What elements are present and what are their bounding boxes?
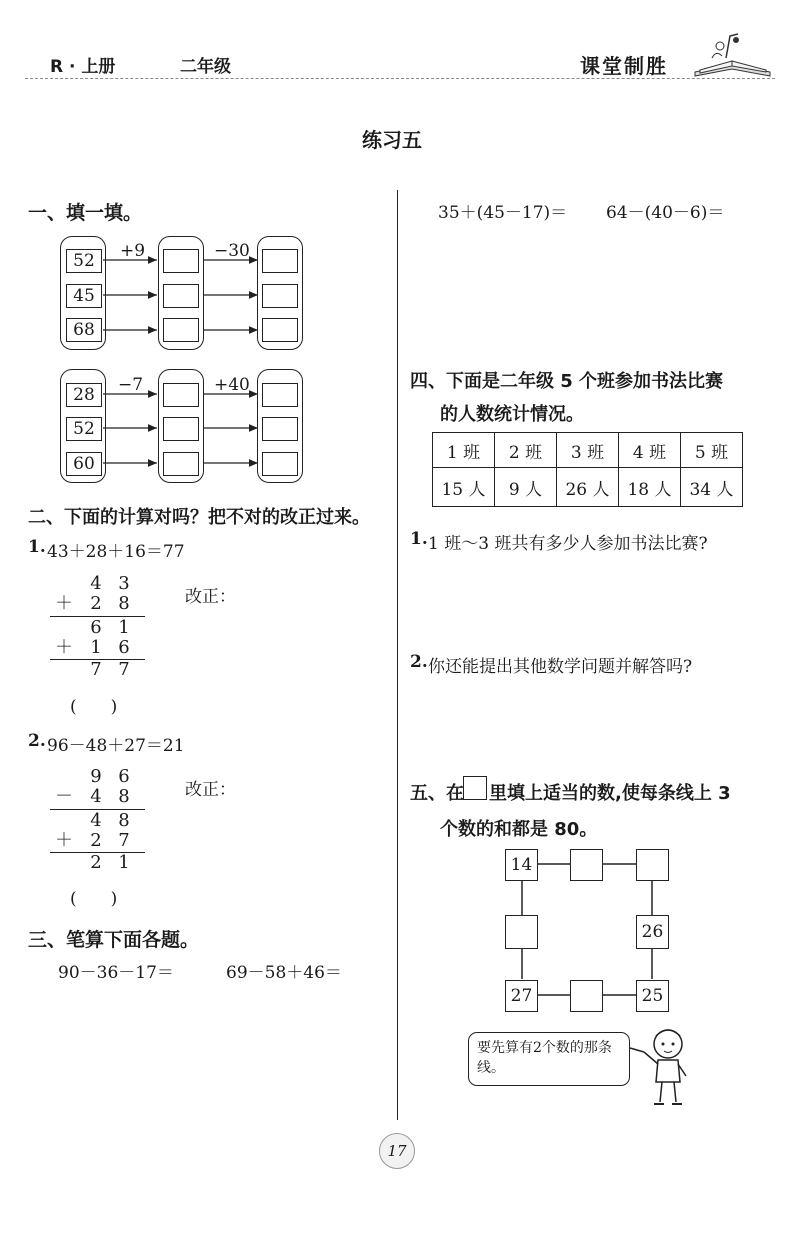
calc-row: [50, 854, 150, 872]
q1-correct-label: 改正：: [185, 587, 236, 607]
table-cell: 15 人: [433, 468, 495, 507]
calc-digit: 6: [118, 766, 130, 787]
diagram2-blank-end-2[interactable]: [262, 417, 298, 441]
problem-4: 64－(40－6)＝: [606, 203, 725, 223]
square-top-left: 14: [505, 849, 538, 881]
section1-heading: 一、填一填。: [28, 202, 143, 224]
calc-digit: 7: [118, 659, 130, 680]
diagram1-blank-end-1[interactable]: [262, 249, 298, 273]
diagram1-input-1: 52: [66, 249, 102, 273]
book-logo-icon: [690, 28, 775, 80]
calc-digit: 7: [90, 659, 102, 680]
diagram2-blank-end-3[interactable]: [262, 452, 298, 476]
calc-digit: 6: [90, 617, 102, 638]
section4-heading-line1: 四、下面是二年级 5 个班参加书法比赛: [410, 371, 724, 392]
page-title: 练习五: [362, 128, 422, 152]
section4-heading-line2: 的人数统计情况。: [440, 404, 584, 425]
diagram1-op2: −30: [214, 241, 250, 261]
square-top-mid[interactable]: [570, 849, 603, 881]
calc-op: ＋: [55, 593, 73, 614]
diagram2-blank-mid-3[interactable]: [163, 452, 199, 476]
table-cell: 4 班: [619, 433, 681, 468]
calc-digit: 7: [118, 830, 130, 851]
diagram1-blank-mid-2[interactable]: [163, 284, 199, 308]
calc-digit: 1: [118, 852, 130, 873]
section5-heading-pre: 五、在: [410, 783, 464, 804]
q2-answer-paren[interactable]: ( ): [70, 889, 118, 909]
problem-1: 90－36－17＝: [58, 963, 174, 983]
s4-q2-text: 你还能提出其他数学问题并解答吗?: [428, 657, 693, 677]
section2-heading: 二、下面的计算对吗？把不对的改正过来。: [28, 507, 370, 528]
calc-digit: 4: [90, 573, 102, 594]
calc-row: [50, 575, 150, 593]
calc-digit: 9: [90, 766, 102, 787]
header-book: R · 上册: [50, 57, 116, 77]
page-number: 17: [387, 1142, 407, 1160]
calc-digit: 3: [118, 573, 130, 594]
calc-digit: 2: [90, 852, 102, 873]
square-bot-right: 25: [636, 980, 669, 1012]
diagram1-blank-mid-1[interactable]: [163, 249, 199, 273]
diagram1-op1: +9: [120, 241, 146, 261]
diagram2-op1: −7: [118, 375, 144, 395]
square-mid-right: 26: [636, 915, 669, 949]
square-mid-left[interactable]: [505, 915, 538, 949]
q2-vertical-calc: [50, 766, 150, 873]
diagram2-blank-end-1[interactable]: [262, 383, 298, 407]
table-row: [433, 468, 743, 507]
table-cell: 9 人: [495, 468, 557, 507]
table-cell: 26 人: [557, 468, 619, 507]
calc-row: [50, 639, 150, 657]
calc-op: ＋: [55, 830, 73, 851]
diagram2-input-2: 52: [66, 417, 102, 441]
calc-digit: 2: [90, 830, 102, 851]
section3-heading: 三、笔算下面各题。: [28, 929, 200, 951]
calc-row: [50, 812, 150, 830]
table-cell: 5 班: [681, 433, 743, 468]
section5-heading-line2: 个数的和都是 80。: [440, 819, 598, 840]
calc-row: [50, 832, 150, 850]
table-cell: 18 人: [619, 468, 681, 507]
page-number-badge: [379, 1133, 415, 1169]
diagram1-blank-mid-3[interactable]: [163, 318, 199, 342]
s4-q1-text: 1 班～3 班共有多少人参加书法比赛?: [428, 534, 708, 554]
diagram2-op2: +40: [214, 375, 250, 395]
stat-table: [432, 432, 743, 507]
calc-row: [50, 788, 150, 806]
calc-row: [50, 595, 150, 613]
diagram2-input-3: 60: [66, 452, 102, 476]
q1-number: 1.: [28, 537, 46, 557]
diagram2-input-1: 28: [66, 383, 102, 407]
q1-answer-paren[interactable]: ( ): [70, 697, 118, 717]
diagram1-blank-end-3[interactable]: [262, 318, 298, 342]
square-bot-left: 27: [505, 980, 538, 1012]
table-cell: 34 人: [681, 468, 743, 507]
q2-correct-label: 改正：: [185, 780, 236, 800]
calc-digit: 4: [90, 786, 102, 807]
diagram2-blank-mid-2[interactable]: [163, 417, 199, 441]
calc-digit: 6: [118, 637, 130, 658]
calc-row: [50, 661, 150, 679]
calc-digit: 1: [118, 617, 130, 638]
calc-digit: 8: [118, 593, 130, 614]
calc-digit: 8: [118, 786, 130, 807]
table-row: [433, 433, 743, 468]
blank-square-icon: [463, 776, 487, 800]
square-top-right[interactable]: [636, 849, 669, 881]
table-cell: 1 班: [433, 433, 495, 468]
diagram1-input-3: 68: [66, 318, 102, 342]
header-divider: [25, 78, 775, 79]
section5-heading-post: 里填上适当的数,使每条线上 3: [489, 783, 731, 804]
problem-2: 69－58＋46＝: [226, 963, 342, 983]
q1-vertical-calc: [50, 573, 150, 680]
calc-digit: 2: [90, 593, 102, 614]
calc-digit: 1: [90, 637, 102, 658]
calc-digit: 4: [90, 810, 102, 831]
table-cell: 2 班: [495, 433, 557, 468]
diagram1-blank-end-2[interactable]: [262, 284, 298, 308]
calc-op: －: [55, 786, 73, 807]
calc-row: [50, 619, 150, 637]
header-grade: 二年级: [180, 57, 231, 77]
square-bot-mid[interactable]: [570, 980, 603, 1012]
column-divider: [397, 190, 398, 1120]
diagram2-blank-mid-1[interactable]: [163, 383, 199, 407]
q1-expression: 43＋28＋16＝77: [47, 542, 185, 562]
hint-bubble: [468, 1032, 630, 1086]
header-brand: 课堂制胜: [580, 54, 668, 78]
problem-3: 35＋(45－17)＝: [438, 203, 568, 223]
calc-op: ＋: [55, 637, 73, 658]
page-header: [0, 0, 800, 90]
hint-text: 要先算有2个数的那条线。: [477, 1040, 612, 1076]
q2-number: 2.: [28, 731, 46, 751]
calc-row: [50, 768, 150, 786]
table-cell: 3 班: [557, 433, 619, 468]
q2-expression: 96－48＋27＝21: [47, 736, 185, 756]
s4-q2-number: 2.: [410, 652, 428, 672]
diagram1-input-2: 45: [66, 284, 102, 308]
boy-pointing-icon: [628, 1024, 708, 1109]
s4-q1-number: 1.: [410, 529, 428, 549]
calc-digit: 8: [118, 810, 130, 831]
